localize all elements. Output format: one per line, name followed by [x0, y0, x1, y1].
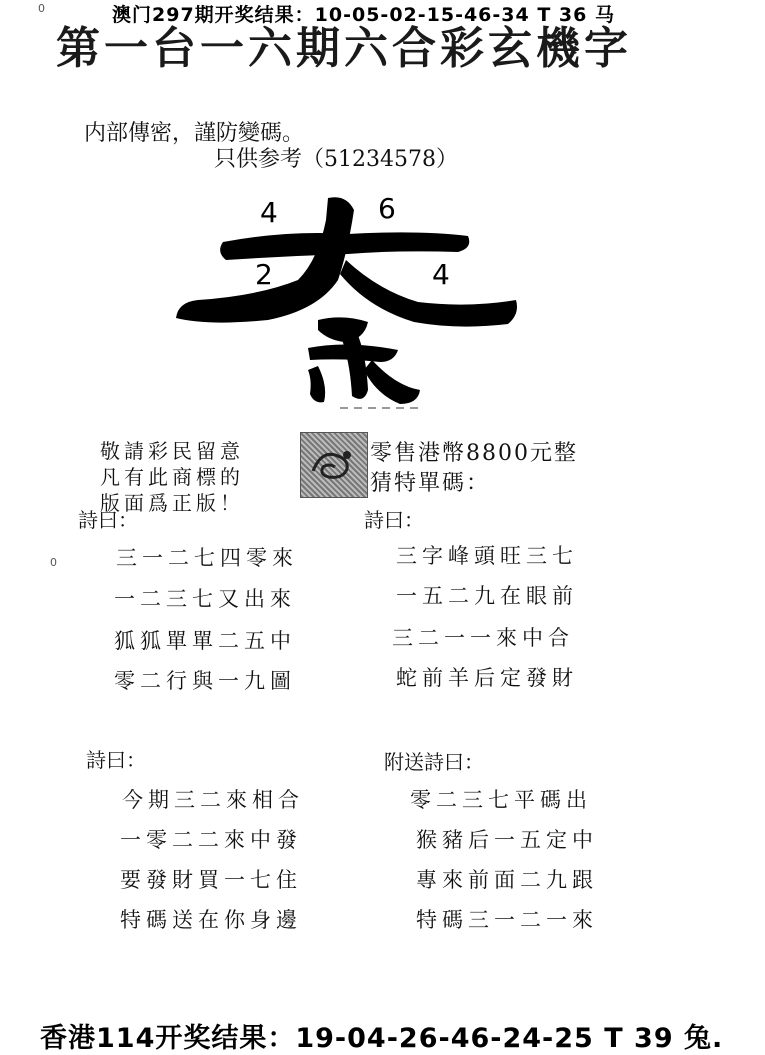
notice-line: 版面爲正版！ — [100, 491, 244, 515]
poem-line: 猴豬后一五定中 — [416, 828, 598, 852]
guess-special-code: 猜特單碼： — [370, 471, 491, 496]
poem-line: 專來前面二九跟 — [416, 868, 598, 892]
poem-line: 三字峰頭旺三七 — [396, 544, 578, 568]
poem-line: 蛇前羊后定發財 — [396, 666, 578, 690]
corner-mark: 0 — [38, 2, 45, 15]
poem-line: 特碼三一二一來 — [416, 908, 598, 932]
poem-line: 特碼送在你身邊 — [120, 908, 302, 932]
big-glyph-drawing — [168, 190, 528, 420]
glyph-number-mid-right: 4 — [432, 258, 450, 291]
glyph-number-top-left: 4 — [260, 196, 278, 229]
notice-line: 凡有此商標的 — [100, 465, 244, 489]
poem-heading-top-right: 詩曰： — [364, 508, 424, 532]
page-title: 第一台一六期六合彩玄機字 — [56, 23, 632, 74]
poem-heading-bottom-right: 附送詩曰： — [384, 750, 484, 774]
retail-price: 零售港幣8800元整 — [370, 441, 578, 466]
poem-line: 今期三二來相合 — [122, 788, 304, 812]
poem-line: 三二一一來中合 — [392, 626, 574, 650]
intro-line-1: 内部傳密，謹防變碼。 — [84, 121, 305, 146]
poem-line: 要發財買一七住 — [120, 868, 302, 892]
glyph-number-top-right: 6 — [378, 192, 396, 225]
poem-line: 一五二九在眼前 — [396, 584, 578, 608]
poem-line: 零二行與一九圖 — [114, 669, 296, 693]
hong-kong-result-banner: 香港114开奖结果：19-04-26-46-24-25 T 39 兔. — [40, 1023, 724, 1054]
side-mark: 0 — [50, 556, 57, 569]
poem-heading-top-left: 詩曰： — [78, 508, 138, 532]
poem-heading-bottom-left: 詩曰： — [86, 748, 146, 772]
poem-line: 零二三七平碼出 — [410, 788, 592, 812]
glyph-number-mid-left: 2 — [255, 258, 273, 291]
macau-result-banner: 澳门297期开奖结果：10-05-02-15-46-34 T 36 马 — [112, 4, 615, 26]
trademark-stamp-image — [300, 432, 368, 498]
notice-line: 敬請彩民留意 — [100, 439, 244, 463]
poem-line: 三一二七四零來 — [116, 546, 298, 570]
poem-line: 一零二二來中發 — [120, 828, 302, 852]
intro-line-2: 只供参考（51234578） — [214, 147, 458, 172]
big-glyph-graphic — [168, 190, 528, 420]
dragon-emblem-icon — [307, 441, 361, 489]
poem-line: 狐狐單單二五中 — [114, 629, 296, 653]
poem-line: 一二三七又出來 — [114, 587, 296, 611]
